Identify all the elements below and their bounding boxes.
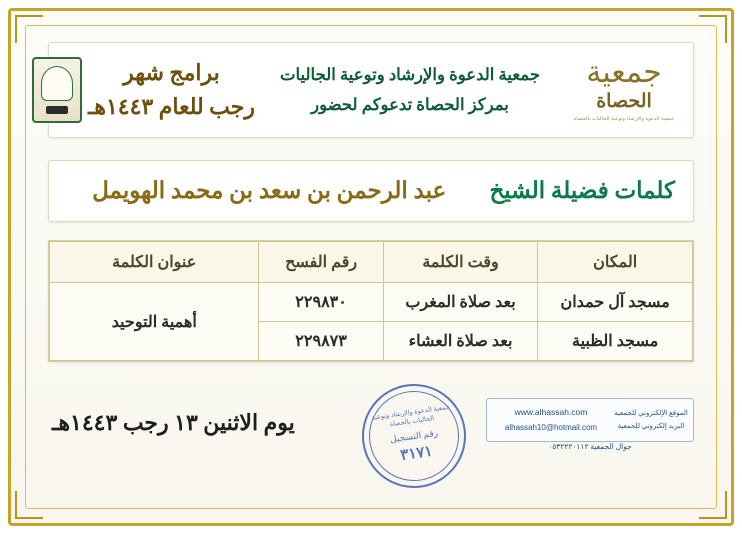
program-title-group <box>59 57 255 123</box>
stamp-number: ٣١٧١ <box>399 443 434 464</box>
column-header-permit: رقم الفسح <box>259 242 383 283</box>
cell-permit-1: ٢٢٩٨٣٠ <box>259 283 383 322</box>
association-line-2: بمركز الحصاة تدعوكم لحضور <box>311 95 509 114</box>
contact-labels <box>614 407 688 432</box>
cell-time-2: بعد صلاة العشاء <box>383 322 538 361</box>
contact-label-email: البريد إلكتروني للجمعية <box>617 422 685 430</box>
logo-subtitle: جمعية الدعوة والإرشاد وتوعية الجاليات بالحصاة <box>573 116 675 122</box>
column-header-time: وقت الكلمة <box>383 242 538 283</box>
column-header-place: المكان <box>538 242 693 283</box>
stamp-top-text: جمعية الدعوة والإرشاد وتوعية الجاليات بالحصاة <box>371 403 451 428</box>
table-row <box>50 283 693 322</box>
column-header-topic: عنوان الكلمة <box>50 242 259 283</box>
association-line-1: جمعية الدعوة والإرشاد وتوعية الجاليات <box>279 65 541 84</box>
cell-permit-2: ٢٢٩٨٧٣ <box>259 322 383 361</box>
program-title <box>88 60 255 120</box>
contact-info-box <box>486 398 694 442</box>
association-heading <box>255 65 565 115</box>
contact-label-website: الموقع الإلكتروني للجمعية <box>614 409 688 418</box>
header-band <box>48 42 694 138</box>
stamp-label: رقم التسجيل <box>389 427 439 445</box>
cell-place-2: مسجد الظبية <box>538 322 693 361</box>
contact-email[interactable]: alhassah10@hotmail.com <box>504 423 598 433</box>
contact-website[interactable]: www.alhassah.com <box>514 407 588 418</box>
registration-stamp <box>355 377 472 494</box>
program-line-2: رجب للعام ١٤٤٣هـ <box>87 94 255 119</box>
table-head <box>50 242 693 283</box>
program-line-1: برامج شهر <box>123 60 220 85</box>
corner-ornament-top-left <box>15 15 43 43</box>
schedule-table-container <box>48 240 694 362</box>
event-date: يوم الاثنين ١٣ رجب ١٤٤٣هـ <box>52 410 295 435</box>
table-body <box>50 283 693 361</box>
association-logo <box>565 51 683 129</box>
footer-area <box>48 392 694 484</box>
cell-time-1: بعد صلاة المغرب <box>383 283 538 322</box>
mosque-emblem-icon <box>32 57 82 123</box>
logo-mark-icon: جمعية <box>586 55 662 90</box>
cell-topic-merged: أهمية التوحيد <box>50 283 259 361</box>
speaker-label: كلمات فضيلة الشيخ <box>489 178 675 203</box>
speaker-name: عبد الرحمن بن سعد بن محمد الهويمل <box>92 178 447 203</box>
cell-place-1: مسجد آل حمدان <box>538 283 693 322</box>
speaker-band <box>48 160 694 222</box>
table-header-row <box>50 242 693 283</box>
corner-ornament-bottom-right <box>699 491 727 519</box>
contact-mobile: جوال الجمعية ٠٥٣٢٢٢٠١١٢ <box>548 442 632 451</box>
schedule-table <box>49 241 693 361</box>
logo-name: الحصاة <box>596 91 652 112</box>
corner-ornament-top-right <box>699 15 727 43</box>
corner-ornament-bottom-left <box>15 491 43 519</box>
contact-values <box>492 404 610 435</box>
